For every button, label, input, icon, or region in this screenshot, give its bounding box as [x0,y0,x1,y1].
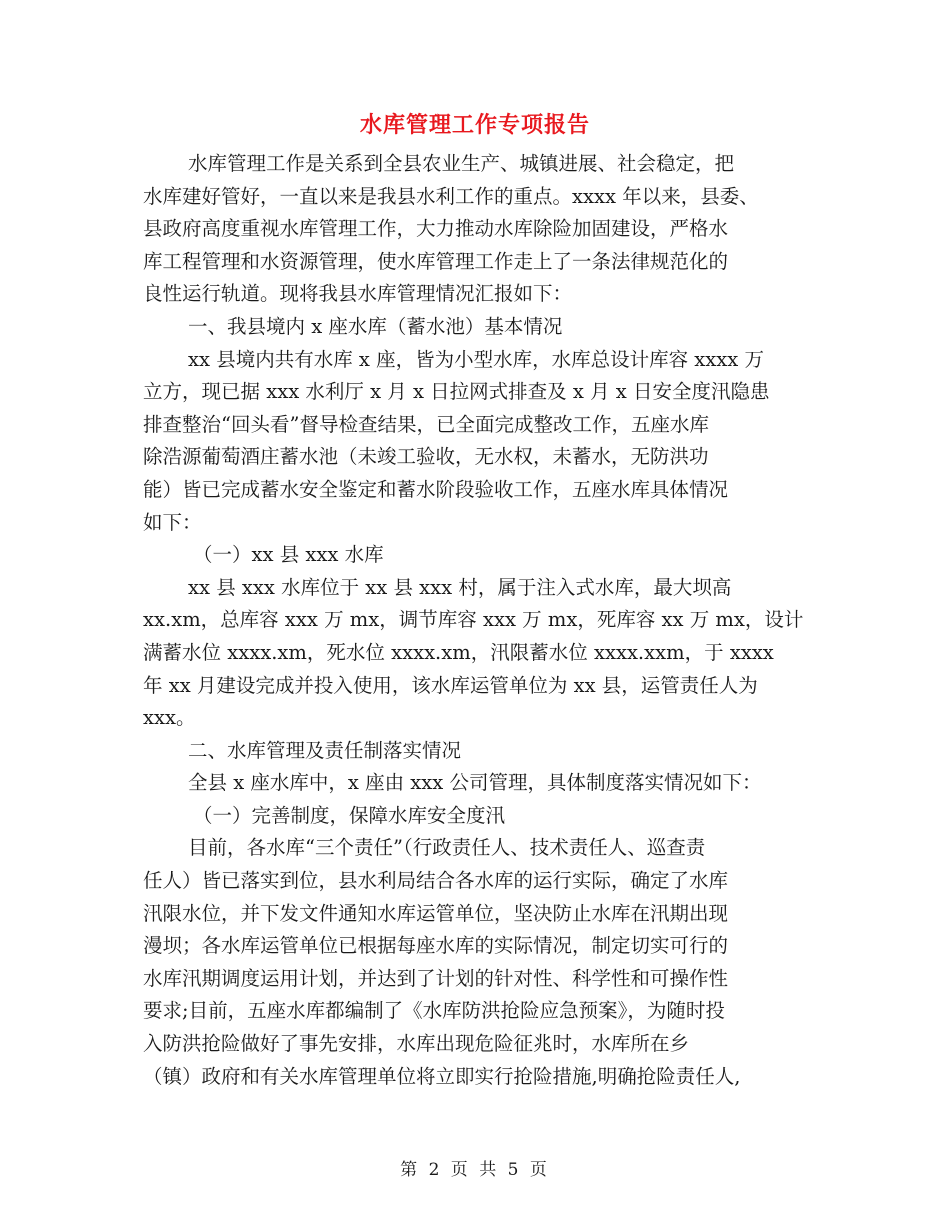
document-body [143,148,808,1093]
paragraph-line: xx 县境内共有水库 x 座，皆为小型水库，水库总设计库容 xxxx 万 [188,347,764,371]
paragraph-line: 如下： [143,510,202,534]
paragraph-line: 入防洪抢险做好了事先安排，水库出现危险征兆时，水库所在乡 [143,1032,690,1056]
paragraph-line: 水库建好管好，一直以来是我县水利工作的重点。xxxx 年以来，县委、 [143,184,759,208]
paragraph-line: 立方，现已据 xxx 水利厅 x 月 x 日拉网式排查及 x 月 x 日安全度汛隐患 [143,380,770,404]
paragraph-line: 年 xx 月建设完成并投入使用，该水库运管单位为 xx 县，运管责任人为 [143,673,758,697]
paragraph-line: 一、我县境内 x 座水库（蓄水池）基本情况 [188,314,563,338]
paragraph-line: 漫坝；各水库运管单位已根据每座水库的实际情况，制定切实可行的 [143,934,729,958]
paragraph-line: xx 县 xxx 水库位于 xx 县 xxx 村，属于注入式水库，最大坝高 [188,575,732,599]
paragraph-line: 满蓄水位 xxxx.xm，死水位 xxxx.xm，汛限蓄水位 xxxx.xxm，于 xxxx [143,640,774,664]
paragraph-line: 能）皆已完成蓄水安全鉴定和蓄水阶段验收工作，五座水库具体情况 [143,477,729,501]
paragraph-line: （镇）政府和有关水库管理单位将立即实行抢险措施,明确抢险责任人, [143,1064,741,1088]
document-title: 水库管理工作专项报告 [359,112,590,138]
paragraph-line: 县政府高度重视水库管理工作，大力推动水库除险加固建设，严格水 [143,217,729,241]
paragraph-line: 目前，各水库“三个责任”（行政责任人、技术责任人、巡查责 [188,836,706,860]
paragraph-line: 水库管理工作是关系到全县农业生产、城镇进展、社会稳定，把 [188,152,735,175]
paragraph-line: 任人）皆已落实到位，县水利局结合各水库的运行实际，确定了水库 [143,869,729,893]
page-footer: 第 2 页 共 5 页 [400,1160,550,1180]
paragraph-line: （一）完善制度，保障水库安全度汛 [193,803,506,827]
paragraph-line: （一）xx 县 xxx 水库 [193,543,384,567]
paragraph-line: 汛限水位，并下发文件通知水库运管单位，坚决防止水库在汛期出现 [143,901,729,925]
paragraph-line: xxx。 [143,706,196,730]
paragraph-line: 排查整治“回头看”督导检查结果，已全面完成整改工作，五座水库 [143,412,709,436]
paragraph-line: xx.xm，总库容 xxx 万 mx，调节库容 xxx 万 mx，死库容 xx 万 mx，设计 [143,608,804,632]
paragraph-line: 良性运行轨道。现将我县水库管理情况汇报如下： [143,282,573,306]
paragraph-line: 要求;目前，五座水库都编制了《水库防洪抢险应急预案》，为随时投 [143,999,725,1023]
paragraph-line: 库工程管理和水资源管理，使水库管理工作走上了一条法律规范化的 [143,249,729,273]
paragraph-line: 除浩源葡萄酒庄蓄水池（未竣工验收，无水权，未蓄水，无防洪功 [143,445,709,469]
paragraph-line: 全县 x 座水库中，x 座由 xxx 公司管理，具体制度落实情况如下： [188,771,762,795]
paragraph-line: 水库汛期调度运用计划，并达到了计划的针对性、科学性和可操作性 [143,966,729,990]
paragraph-line: 二、水库管理及责任制落实情况 [188,738,462,762]
